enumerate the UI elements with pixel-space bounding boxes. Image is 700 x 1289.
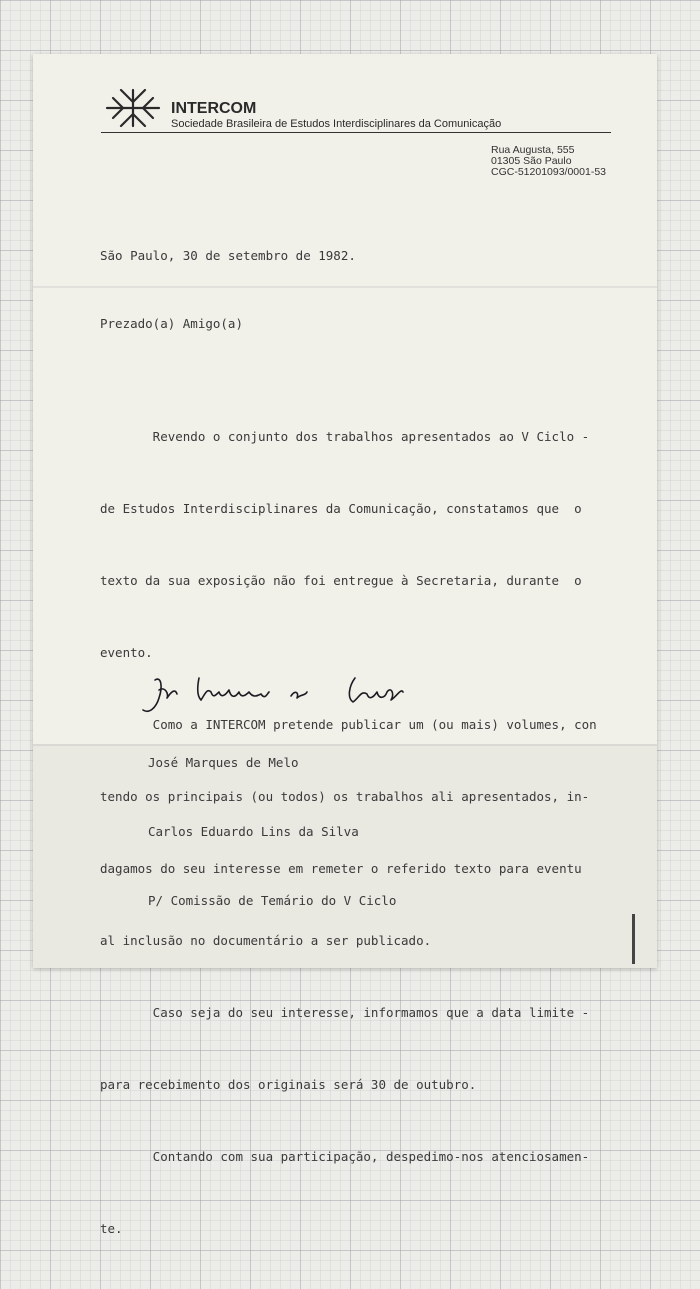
salutation: Prezado(a) Amigo(a) [100,316,243,331]
body-line: al inclusão no documentário a ser publicado. [100,933,432,948]
address-line: 01305 São Paulo [491,155,572,167]
edge-mark [632,914,635,964]
sender-address [491,145,606,178]
letter-paper [33,54,657,1236]
body-line: texto da sua exposição não foi entregue à Secretaria, durante o [100,573,582,588]
address-line: Rua Augusta, 555 [491,144,575,156]
signatory-name: Carlos Eduardo Lins da Silva [148,824,359,839]
org-subtitle: Sociedade Brasileira de Estudos Interdisciplinares da Comunicação [171,118,502,130]
body-line: evento. [100,645,153,660]
body-line: para recebimento dos originais será 30 de outubro. [100,1077,477,1092]
address-line: CGC-51201093/0001-53 [491,166,606,178]
letterhead-rule [101,132,611,133]
body-line: te. [100,1221,123,1236]
body-line: Revendo o conjunto dos trabalhos apresentados ao V Ciclo - [100,429,590,444]
body-line: Como a INTERCOM pretende publicar um (ou mais) volumes, con [100,717,597,732]
signatory-title: P/ Comissão de Temário do V Ciclo [148,893,397,908]
body-line: Contando com sua participação, despedimo-nos atenciosamen- [100,1149,590,1164]
body-line: dagamos do seu interesse em remeter o referido texto para eventu [100,861,582,876]
letter-date: São Paulo, 30 de setembro de 1982. [100,248,356,263]
body-line: Caso seja do seu interesse, informamos que a data limite - [100,1005,590,1020]
paper-fold-line [33,286,657,288]
org-name: INTERCOM [171,100,257,117]
body-line: de Estudos Interdisciplinares da Comunicação, constatamos que o [100,501,582,516]
signatories [148,705,396,958]
body-line: tendo os principais (ou todos) os trabalhos ali apresentados, in- [100,789,590,804]
signatory-name: José Marques de Melo [148,755,299,770]
intercom-logo-icon [101,86,165,130]
